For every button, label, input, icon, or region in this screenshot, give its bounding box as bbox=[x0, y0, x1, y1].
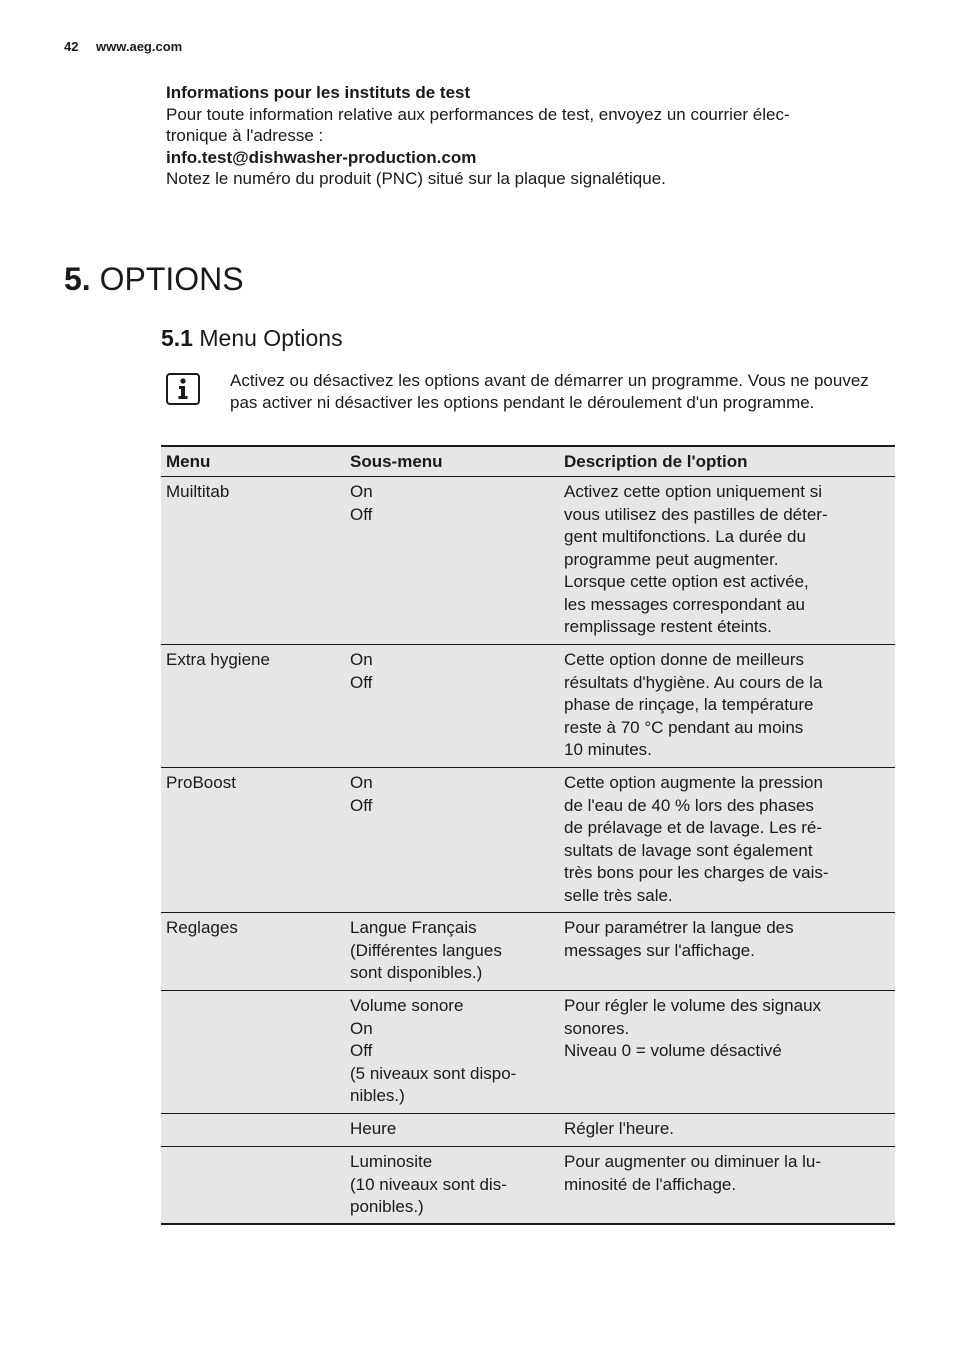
table-row bbox=[161, 991, 895, 1114]
header-submenu: Sous-menu bbox=[350, 451, 443, 471]
row-menu: Extra hygiene bbox=[166, 650, 270, 669]
subsection-title bbox=[161, 322, 343, 354]
row-description: Pour augmenter ou diminuer la lu- minosité de l'affichage. bbox=[564, 1152, 822, 1194]
row-description: Régler l'heure. bbox=[564, 1119, 675, 1138]
row-menu: Reglages bbox=[166, 918, 238, 937]
row-menu bbox=[161, 1114, 345, 1146]
row-submenu: Volume sonore On Off (5 niveaux sont dispo- nibles.) bbox=[350, 996, 517, 1105]
row-menu: ProBoost bbox=[166, 773, 236, 792]
test-info-block bbox=[166, 82, 886, 190]
page-url: www.aeg.com bbox=[96, 39, 183, 54]
table-row bbox=[161, 477, 895, 645]
row-submenu: On Off bbox=[350, 773, 373, 815]
page-number: 42 bbox=[64, 39, 79, 54]
row-menu bbox=[161, 1147, 345, 1223]
subsection-title-text: Menu Options bbox=[199, 325, 343, 351]
row-description: Activez cette option uniquement si vous utilisez des pastilles de déter- gent multifonctions. La durée du programme peut augmenter. Lorsque cette option est activée, les messages correspondant au remplissage restent éteints. bbox=[564, 482, 828, 636]
row-submenu: On Off bbox=[350, 482, 373, 524]
options-table bbox=[161, 445, 895, 1225]
table-row bbox=[161, 768, 895, 913]
note-text: Activez ou désactivez les options avant de démarrer un programme. Vous ne pouvez pas activer ni désactiver les options pendant le déroulement d'un programme. bbox=[230, 371, 869, 412]
table-row bbox=[161, 645, 895, 768]
row-description: Cette option augmente la pression de l'eau de 40 % lors des phases de prélavage et de lavage. Les ré- sultats de lavage sont également très bons pour les charges de vais- selle très sale. bbox=[564, 773, 829, 905]
test-info-email: info.test@dishwasher-production.com bbox=[166, 147, 477, 167]
section-number: 5. bbox=[64, 261, 91, 297]
section-title bbox=[64, 258, 244, 300]
test-info-heading: Informations pour les instituts de test bbox=[166, 83, 471, 102]
subsection-number: 5.1 bbox=[161, 325, 193, 351]
table-header bbox=[161, 445, 895, 477]
header-description: Description de l'option bbox=[564, 451, 748, 471]
info-icon bbox=[166, 373, 200, 405]
row-description: Cette option donne de meilleurs résultats d'hygiène. Au cours de la phase de rinçage, la température reste à 70 °C pendant au moins 10 minutes. bbox=[564, 650, 823, 759]
row-submenu: Luminosite (10 niveaux sont dis- ponibles.) bbox=[350, 1152, 507, 1216]
table-row bbox=[161, 913, 895, 991]
table-row bbox=[161, 1147, 895, 1225]
row-menu bbox=[161, 991, 345, 1113]
row-submenu: On Off bbox=[350, 650, 373, 692]
header-menu: Menu bbox=[166, 451, 211, 471]
test-info-note: Notez le numéro du produit (PNC) situé sur la plaque signalétique. bbox=[166, 169, 666, 188]
row-menu: Muiltitab bbox=[166, 482, 230, 501]
section-title-text: OPTIONS bbox=[99, 261, 244, 297]
row-submenu: Heure bbox=[350, 1119, 397, 1138]
row-description: Pour régler le volume des signaux sonores. Niveau 0 = volume désactivé bbox=[564, 996, 822, 1060]
test-info-body: Pour toute information relative aux performances de test, envoyez un courrier élec- tronique à l'adresse : bbox=[166, 104, 790, 145]
row-submenu: Langue Français (Différentes langues sont disponibles.) bbox=[350, 918, 502, 982]
table-row bbox=[161, 1114, 895, 1147]
row-description: Pour paramétrer la langue des messages sur l'affichage. bbox=[564, 918, 794, 960]
